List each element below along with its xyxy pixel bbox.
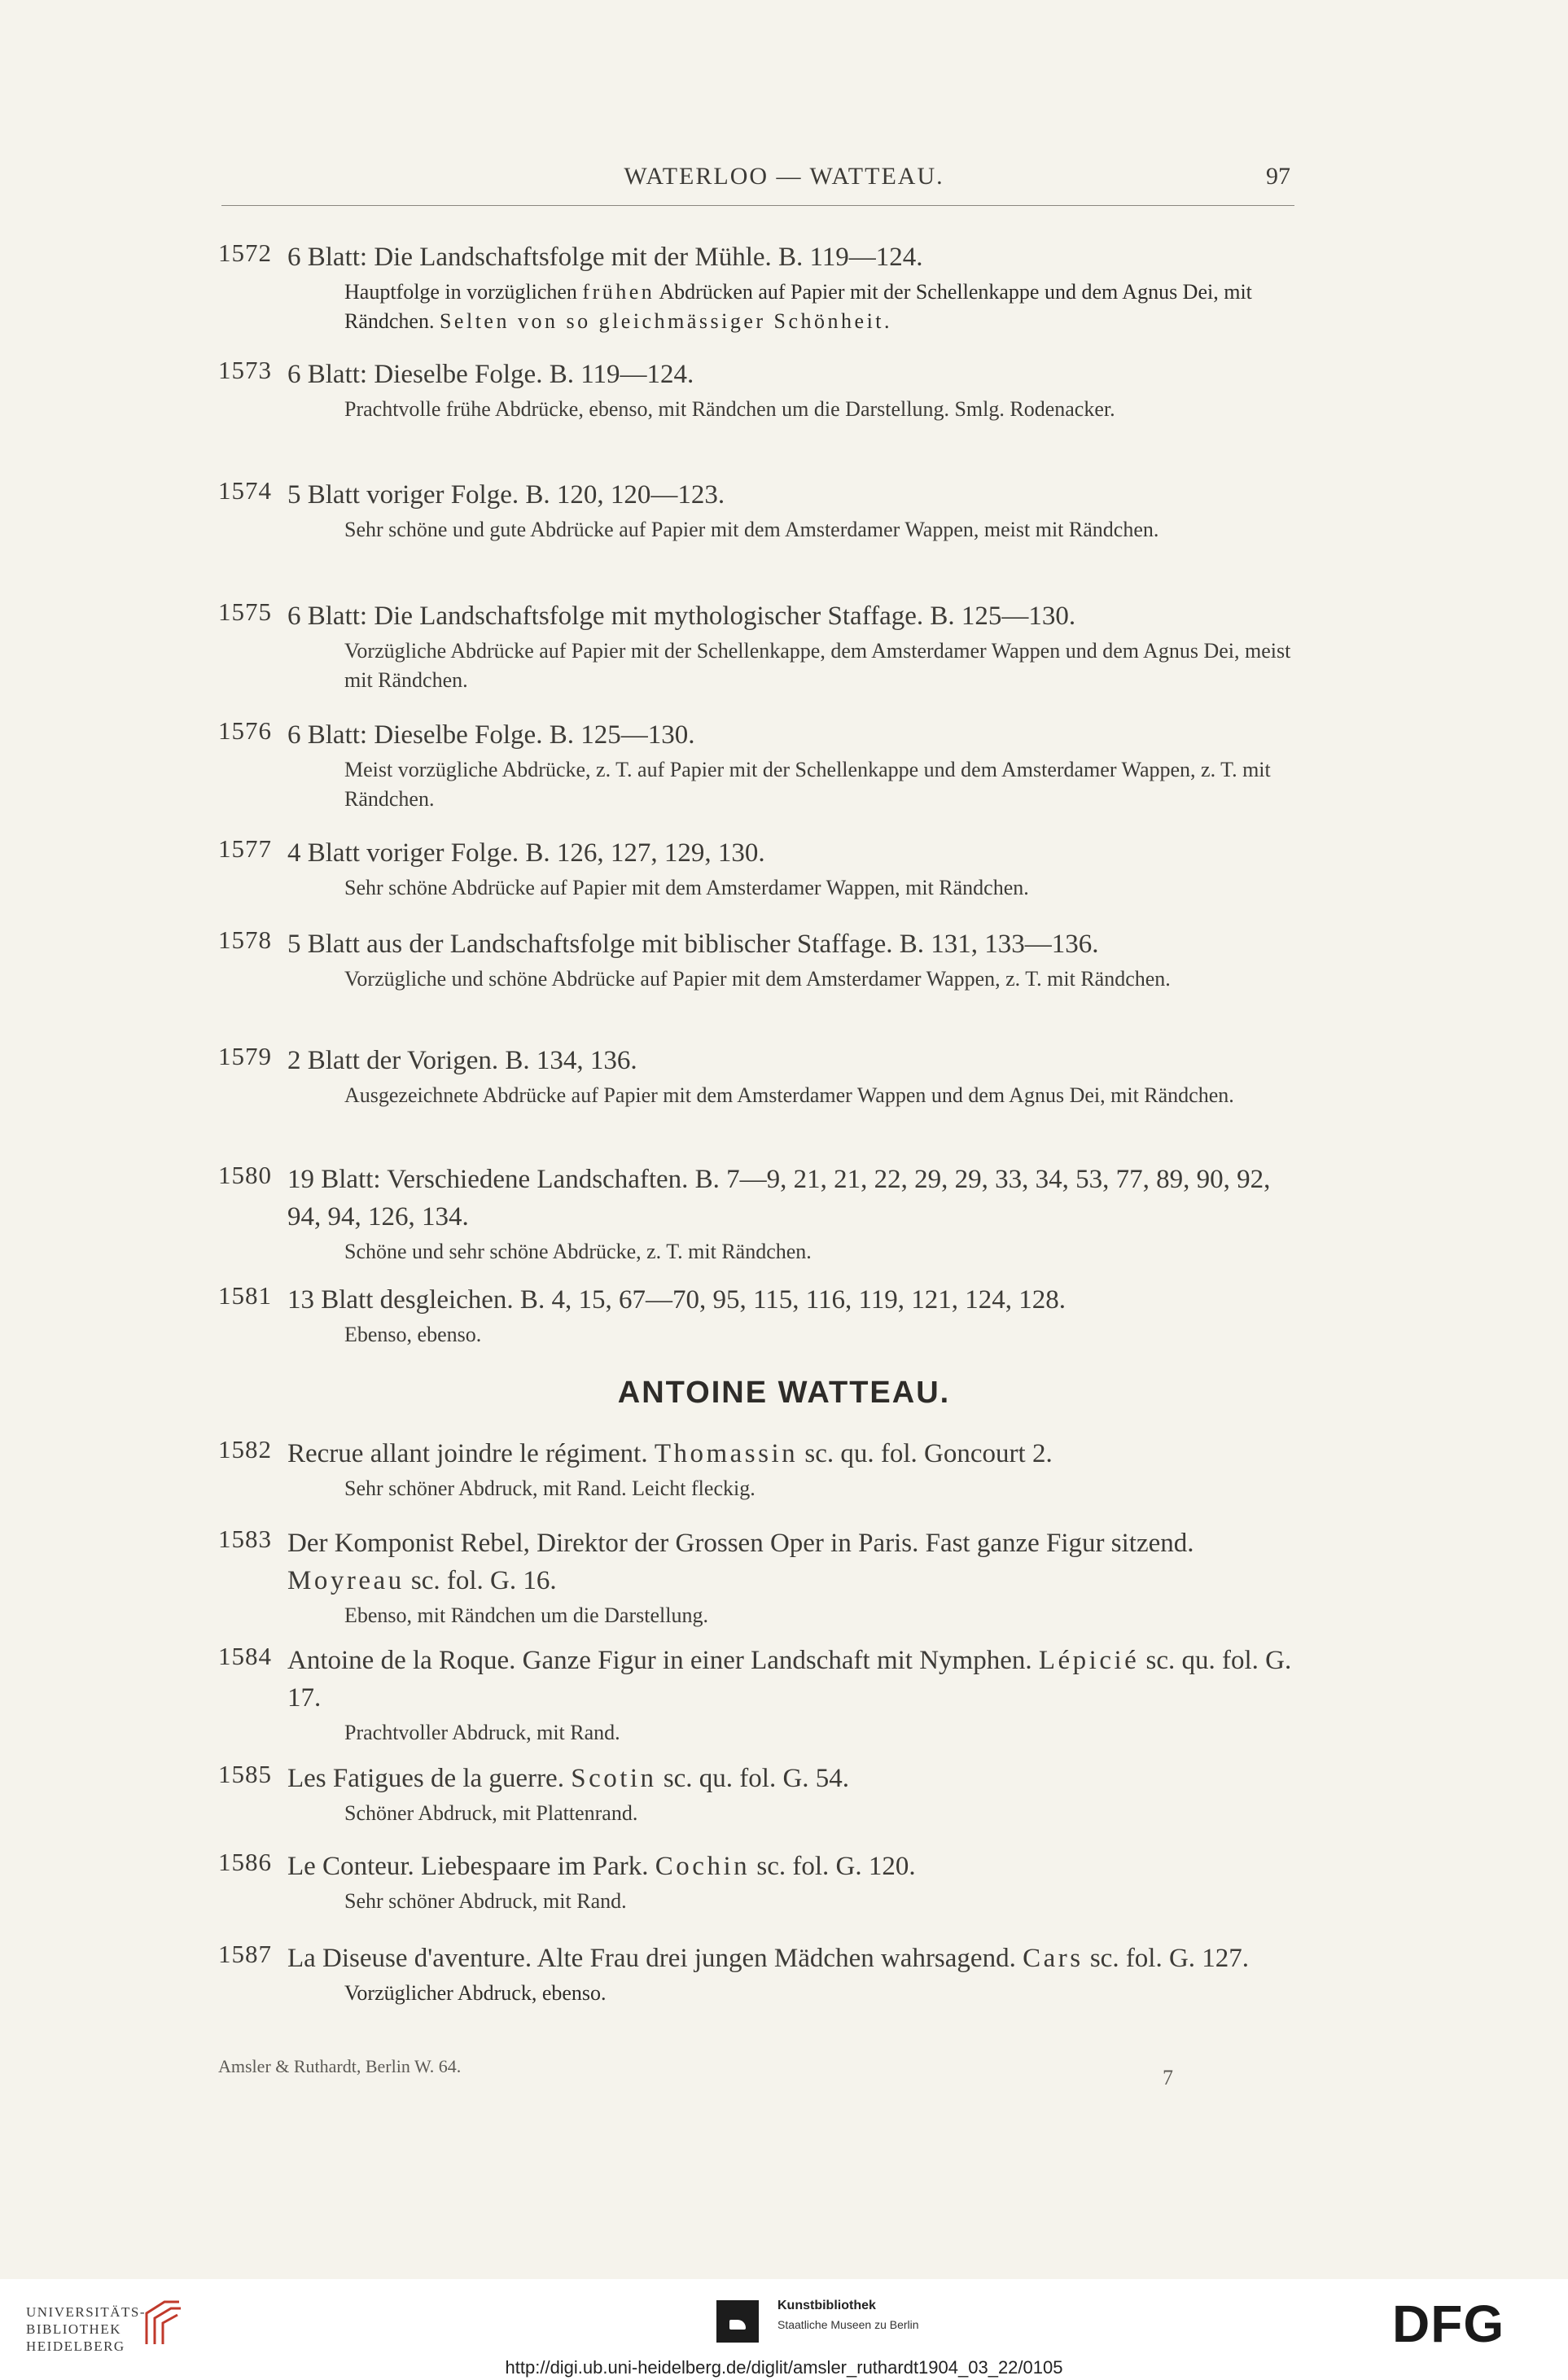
lot-title: 6 Blatt: Die Landschaftsfolge mit mythologischer Staffage. B. 125—130. <box>287 602 1076 631</box>
kunstbibliothek-name: Kunstbibliothek <box>777 2299 876 2312</box>
lot-title-text: Les Fatigues de la guerre. <box>287 1764 572 1793</box>
lot-description-emphasis: frühen <box>582 280 655 304</box>
lot-number: 1579 <box>218 1042 272 1070</box>
lot-number: 1581 <box>218 1281 272 1310</box>
lot-description: Sehr schöner Abdruck, mit Rand. Leicht fleckig. <box>344 1477 756 1500</box>
catalog-entry-1580 <box>218 1161 1309 1267</box>
lot-number: 1572 <box>218 238 272 267</box>
lot-description: Prachtvoller Abdruck, mit Rand. <box>344 1721 620 1744</box>
engraver-name: Thomassin <box>654 1439 799 1468</box>
lot-title-text: sc. fol. G. 120. <box>750 1852 916 1881</box>
catalog-entry-1582 <box>218 1435 1309 1503</box>
catalog-entry-1576 <box>218 716 1309 814</box>
lot-number: 1585 <box>218 1760 272 1788</box>
lot-number: 1583 <box>218 1525 272 1553</box>
lot-title <box>287 1848 1309 1885</box>
lot-title: 4 Blatt voriger Folge. B. 126, 127, 129, 130. <box>287 838 765 868</box>
catalog-entry-1579 <box>218 1042 1309 1110</box>
lot-number: 1584 <box>218 1642 272 1670</box>
lot-title: 2 Blatt der Vorigen. B. 134, 136. <box>287 1046 637 1075</box>
lot-description: Ebenso, ebenso. <box>344 1323 482 1346</box>
engraver-name: Scotin <box>571 1764 657 1793</box>
lot-title-text: sc. qu. fol. Goncourt 2. <box>798 1439 1053 1468</box>
library-name-line: HEIDELBERG <box>26 2338 125 2354</box>
lot-title: 6 Blatt: Die Landschaftsfolge mit der Mühle. B. 119—124. <box>287 243 923 272</box>
catalog-entry-1577 <box>218 834 1309 903</box>
catalog-entry-1574 <box>218 476 1309 545</box>
catalog-entry-1578 <box>218 925 1309 994</box>
lot-number: 1574 <box>218 476 272 505</box>
lot-number: 1586 <box>218 1848 272 1876</box>
catalog-entry-1586 <box>218 1848 1309 1916</box>
lot-description: Sehr schöne Abdrücke auf Papier mit dem Amsterdamer Wappen, mit Rändchen. <box>344 876 1029 899</box>
lot-number: 1580 <box>218 1161 272 1189</box>
lot-title-text: Der Komponist Rebel, Direktor der Grossen Oper in Paris. Fast ganze Figur sitzend. <box>287 1529 1194 1558</box>
lot-title-text: sc. fol. G. 127. <box>1083 1944 1250 1973</box>
lot-title: 6 Blatt: Dieselbe Folge. B. 119—124. <box>287 360 694 389</box>
section-heading: ANTOINE WATTEAU. <box>617 1376 951 1410</box>
library-name-line: UNIVERSITÄTS- <box>26 2304 146 2320</box>
lot-title: 13 Blatt desgleichen. B. 4, 15, 67—70, 95, 115, 116, 119, 121, 124, 128. <box>287 1285 1067 1315</box>
lot-number: 1582 <box>218 1435 272 1463</box>
lot-description <box>344 278 1309 336</box>
lot-title <box>287 1760 1309 1797</box>
lot-title: 5 Blatt aus der Landschaftsfolge mit biblischer Staffage. B. 131, 133—136. <box>287 930 1099 959</box>
engraver-name: Moyreau <box>287 1566 405 1595</box>
lot-description: Prachtvolle frühe Abdrücke, ebenso, mit Rändchen um die Darstellung. Smlg. Rodenacker. <box>344 397 1115 421</box>
lot-description: Ebenso, mit Rändchen um die Darstellung. <box>344 1603 708 1627</box>
lot-title <box>287 1525 1309 1599</box>
library-name-line: BIBLIOTHEK <box>26 2321 121 2337</box>
lot-title-text: sc. qu. fol. G. 17. <box>287 1646 1292 1713</box>
lot-number: 1578 <box>218 925 272 954</box>
catalog-entry-1572 <box>218 238 1309 336</box>
engraver-name: Lépicié <box>1038 1646 1140 1675</box>
lot-title <box>287 1940 1309 1977</box>
engraver-name: Cochin <box>655 1852 751 1881</box>
permalink-url[interactable]: http://digi.ub.uni-heidelberg.de/diglit/amsler_ruthardt1904_03_22/0105 <box>505 2357 1063 2378</box>
running-header: WATERLOO — WATTEAU. <box>624 163 944 190</box>
lot-title-text: La Diseuse d'aventure. Alte Frau drei jungen Mädchen wahrsagend. <box>287 1944 1023 1973</box>
lot-number: 1576 <box>218 716 272 745</box>
library-emblem-icon <box>140 2295 186 2352</box>
lot-number: 1577 <box>218 834 272 863</box>
lot-description: Sehr schöne und gute Abdrücke auf Papier mit dem Amsterdamer Wappen, meist mit Rändchen. <box>344 518 1159 541</box>
engraver-name: Cars <box>1023 1944 1084 1973</box>
lot-title: 5 Blatt voriger Folge. B. 120, 120—123. <box>287 480 725 510</box>
kunstbibliothek-subtitle: Staatliche Museen zu Berlin <box>777 2318 919 2331</box>
catalog-entry-1584 <box>218 1642 1309 1748</box>
catalog-entry-1575 <box>218 597 1309 695</box>
lot-title-text: Antoine de la Roque. Ganze Figur in einer Landschaft mit Nymphen. <box>287 1646 1039 1675</box>
catalog-entry-1583 <box>218 1525 1309 1630</box>
lot-description: Sehr schöner Abdruck, mit Rand. <box>344 1889 627 1913</box>
signature-mark: 7 <box>1163 2066 1173 2089</box>
lot-description: Ausgezeichnete Abdrücke auf Papier mit dem Amsterdamer Wappen und dem Agnus Dei, mit Rändchen. <box>344 1083 1234 1107</box>
lot-description-emphasis: Selten von so gleichmässiger Schönheit. <box>439 309 893 333</box>
lot-title: 19 Blatt: Verschiedene Landschaften. B. 7—9, 21, 21, 22, 29, 29, 33, 34, 53, 77, 89, 90, 92, 94, 94, 126, 134. <box>287 1165 1271 1232</box>
lot-title-text: sc. fol. G. 16. <box>404 1566 557 1595</box>
lot-title <box>287 1435 1309 1472</box>
university-library-logo <box>26 2303 146 2355</box>
lot-title-text: Le Conteur. Liebespaare im Park. <box>287 1852 655 1881</box>
printer-imprint: Amsler & Ruthardt, Berlin W. 64. <box>218 2056 462 2076</box>
lot-title-text: sc. qu. fol. G. 54. <box>656 1764 850 1793</box>
catalog-entry-1585 <box>218 1760 1309 1828</box>
lot-number: 1573 <box>218 356 272 384</box>
page-number: 97 <box>1266 163 1290 190</box>
header-rule <box>221 205 1294 206</box>
catalog-entry-1587 <box>218 1940 1309 2008</box>
lot-title-text: Recrue allant joindre le régiment. <box>287 1439 655 1468</box>
catalog-entry-1573 <box>218 356 1309 424</box>
dfg-logo: DFG <box>1392 2295 1505 2353</box>
lot-description: Schöner Abdruck, mit Plattenrand. <box>344 1801 638 1825</box>
lot-title: 6 Blatt: Dieselbe Folge. B. 125—130. <box>287 720 695 750</box>
lot-description: Vorzügliche Abdrücke auf Papier mit der Schellenkappe, dem Amsterdamer Wappen und dem Agnus Dei, meist mit Rändchen. <box>344 639 1291 692</box>
digitization-footer <box>0 2279 1568 2380</box>
lot-title <box>287 1642 1309 1717</box>
lot-description: Meist vorzügliche Abdrücke, z. T. auf Papier mit der Schellenkappe und dem Amsterdamer Wappen, z. T. mit Rändchen. <box>344 758 1271 811</box>
catalog-entry-1581 <box>218 1281 1309 1350</box>
lot-number: 1575 <box>218 597 272 626</box>
lot-description-text: Hauptfolge in vorzüglichen <box>344 280 583 304</box>
lot-description: Vorzügliche und schöne Abdrücke auf Papier mit dem Amsterdamer Wappen, z. T. mit Rändchen. <box>344 967 1171 991</box>
lot-number: 1587 <box>218 1940 272 1968</box>
lot-description: Vorzüglicher Abdruck, ebenso. <box>344 1981 607 2005</box>
lot-description-text: Abdrücken auf Papier mit der Schellenkappe und dem Agnus Dei, mit Rändchen. <box>344 280 1252 333</box>
kunstbibliothek-logo-icon <box>716 2300 759 2343</box>
lot-description: Schöne und sehr schöne Abdrücke, z. T. mit Rändchen. <box>344 1240 812 1263</box>
